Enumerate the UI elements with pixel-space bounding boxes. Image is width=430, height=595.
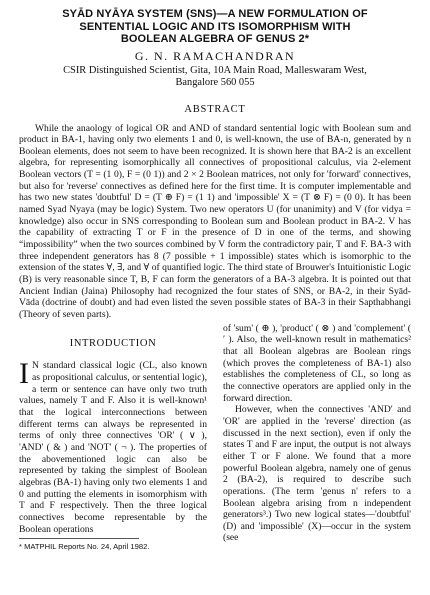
- left-column: [19, 323, 207, 553]
- title-line: SYĀD NYĀYA SYSTEM (SNS)—A NEW FORMULATION OF: [62, 8, 368, 20]
- right-paragraph-1: of 'sum' ( ⊕ ), 'product' ( ⊗ ) and 'complement' ( ′ ). Also, the well-known result in mathematics² that all Boolean algebras are Boolean rings (which proves the completeness of BA-1) also establishes the completeness of CL, so long as the connective operators are applied only in the forward direction.: [223, 322, 411, 404]
- title-line: SENTENTIAL LOGIC AND ITS ISOMORPHISM WITH: [79, 20, 351, 33]
- affiliation-line: Bangalore 560 055: [175, 77, 255, 88]
- right-column: [223, 323, 411, 553]
- introduction-heading: INTRODUCTION: [69, 337, 157, 349]
- paper-title: [19, 8, 411, 46]
- author-name: G. N. RAMACHANDRAN: [134, 48, 296, 63]
- author-affiliation: [19, 65, 411, 90]
- affiliation-line: CSIR Distinguished Scientist, Gita, 10A Main Road, Malleswaram West,: [63, 64, 367, 76]
- abstract-text: While the anaology of logical OR and AND of standard sentential logic with Boolean sum and product in BA-1, having only two elements 1 and 0, is well-known, the use of BA-n, generated by n Boolean elements, does not seem to have been recognized. It is shown here that BA-2 is an excellent algebra, for representing isomorphically all connectives of propositional calculus, via 2-element Boolean vectors (T = (1 0), F = (0 1)) and 2 × 2 Boolean matrices, not only for 'forward' connectives, but also for 'reverse' connectives as defined here for the first time. It is computer implementable and has two new states 'doubtful' D = (T ⊕ F) = (1 1) and 'impossible' X = (T ⊗ F) = (0 0). It has been named Syad Nyaya (may be logic) System. Two new operators U (for unanimity) and V (for vidya = knowledge) also occur in SNS corresponding to Boolean sum and Boolean product in BA-2. V has the capability of extracting T or F in the presence of D in one of the terms, and showing “impossibility” when the two sources combined by V form the contradictory pair, T and F. BA-3 with three independent generators has 8 (7 possible + 1 impossible) states which is isomorphic to the extension of the states ∀, ∃, and ∀ of quantified logic. The third state of Brouwer's Intuitionistic Logic (B) is very reasonable since T, B, F can form the generators of a BA-3 algebra. It is pointed out that Ancient Indian (Jaina) Philosophy had recognized the four states of SNS, or BA-2, in their Syād-Vāda (doctrine of doubt) and had even listed the seven possible states of BA-3 in their Sapthabhangi (Theory of seven parts).: [19, 122, 411, 320]
- introduction-text: N standard classical logic (CL, also known as propositional calculus, or sentential logic), a term or sentence can have only two truth values, namely T and F. Also it is well-known¹ that the logical interconnections between different terms can always be represented in terms of only three connectives 'OR' ( ∨ ), 'AND' ( & ) and 'NOT' ( ¬ ). The properties of the abovementioned logic can also be represented by taking the simplest of Boolean algebras (BA-1) having only two elements 1 and 0 and putting the elements in isomorphism with T and F respectively. Then the three logical connectives become representable by the Boolean operations: [19, 360, 207, 535]
- abstract-heading: ABSTRACT: [184, 103, 246, 115]
- footnote: * MATPHIL Reports No. 24, April 1982.: [19, 538, 139, 553]
- introduction-paragraph: [19, 357, 207, 535]
- drop-cap: I: [19, 357, 29, 391]
- title-line: BOOLEAN ALGEBRA OF GENUS 2*: [120, 33, 310, 45]
- body-columns: [19, 323, 411, 553]
- right-paragraph-2: However, when the connectives 'AND' and 'OR' are applied in the 'reverse' direction (as discussed in the next section), even if only the states T and F are input, the output is not always either T or F alone. We found that a more powerful Boolean algebra, namely one of genus 2 (BA-2), is required to describe such operations. (The term 'genus n' refers to a Boolean algebra arising from n independent generators³.) Two new logical states—'doubtful' (D) and 'impossible' (X)—occur in the system (see: [223, 404, 411, 544]
